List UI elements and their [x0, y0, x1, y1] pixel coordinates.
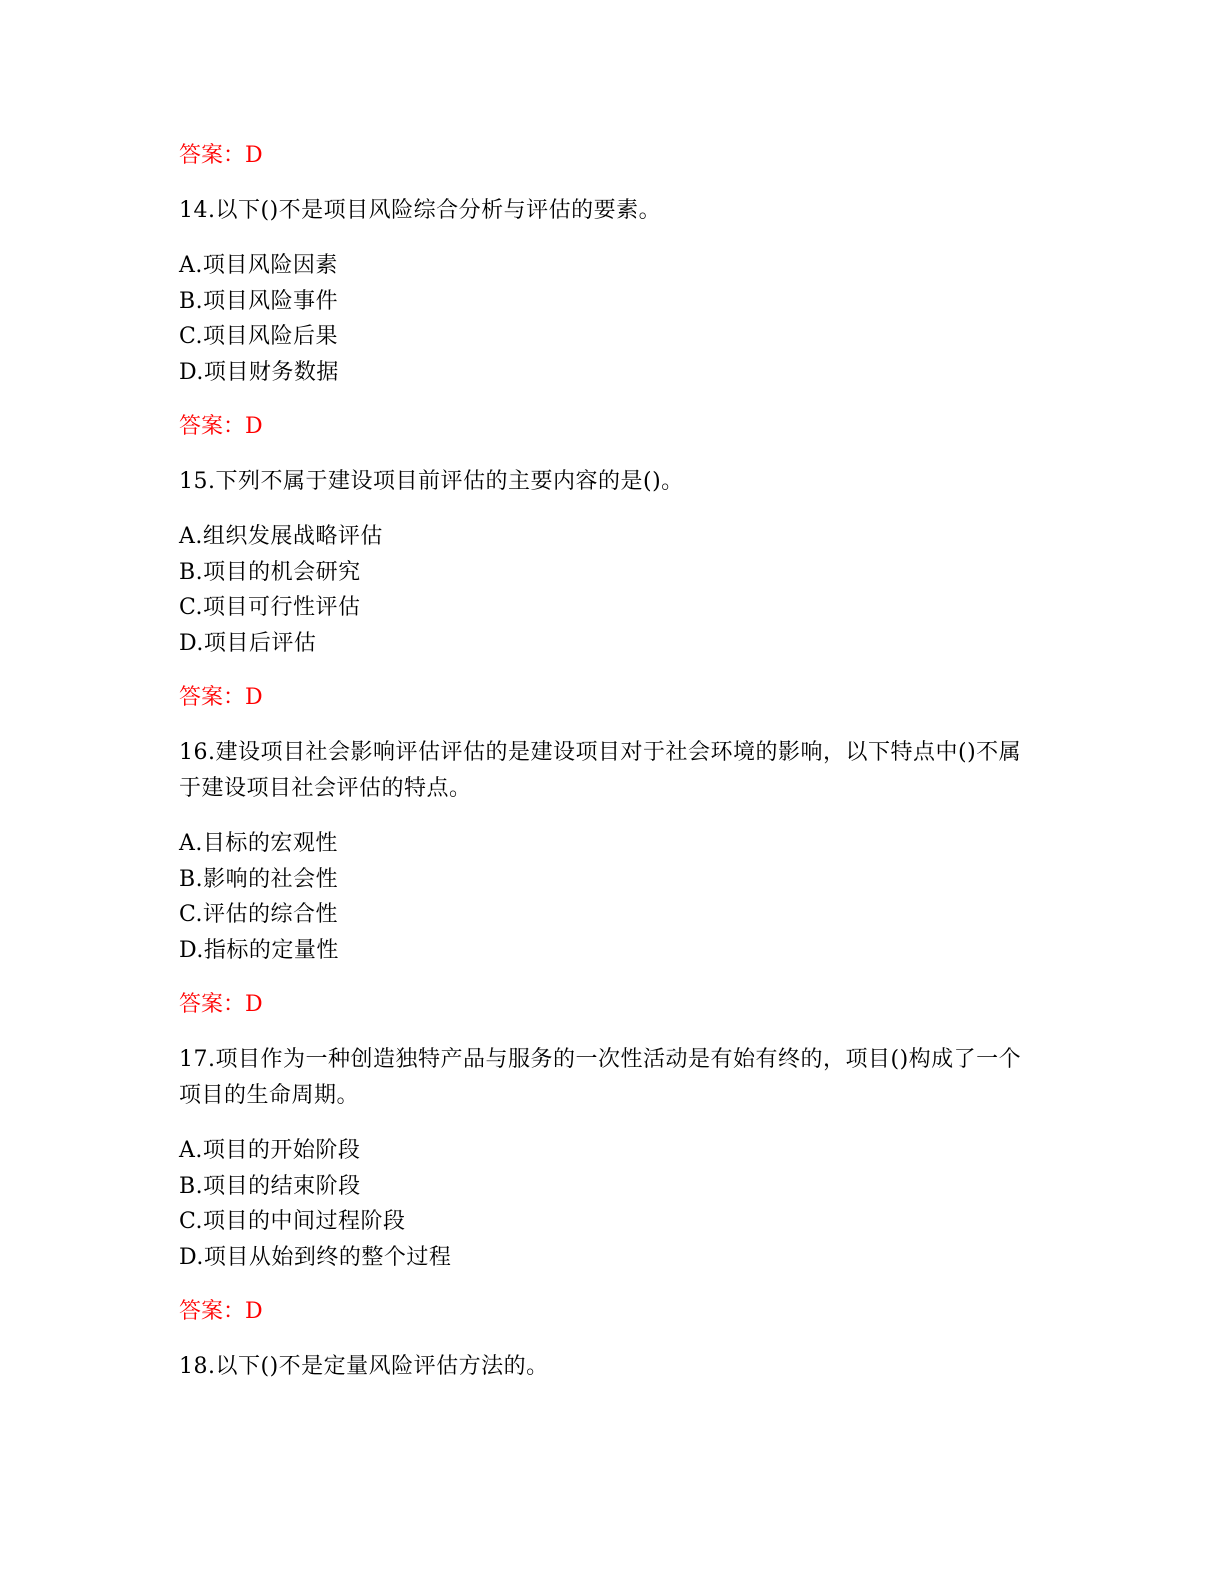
option-b: B.项目的结束阶段 — [179, 1173, 361, 1199]
option-b: B.项目风险事件 — [179, 288, 339, 314]
option-d: D.指标的定量性 — [179, 937, 339, 963]
question-block — [179, 1042, 1039, 1349]
option-d: D.项目财务数据 — [179, 359, 339, 385]
question-list — [179, 138, 1039, 1385]
answer-line: 答案：D — [179, 414, 263, 439]
option-c: C.项目的中间过程阶段 — [179, 1209, 406, 1234]
question-block — [179, 464, 1039, 735]
question-block — [179, 1349, 1039, 1385]
option-list — [179, 1133, 1039, 1275]
question-text: 16.建设项目社会影响评估评估的是建设项目对于社会环境的影响，以下特点中()不属于建设项目社会评估的特点。 — [179, 740, 1022, 801]
option-c: C.项目风险后果 — [179, 324, 339, 349]
answer-line: 答案：D — [179, 1299, 263, 1324]
option-a: A.项目的开始阶段 — [179, 1138, 361, 1163]
question-text: 14.以下()不是项目风险综合分析与评估的要素。 — [179, 198, 662, 223]
option-c: C.评估的综合性 — [179, 902, 339, 927]
option-list — [179, 519, 1039, 661]
option-b: B.项目的机会研究 — [179, 559, 361, 585]
option-a: A.组织发展战略评估 — [179, 524, 383, 549]
option-b: B.影响的社会性 — [179, 866, 339, 892]
answer-line: 答案：D — [179, 992, 263, 1017]
option-a: A.目标的宏观性 — [179, 831, 338, 856]
option-list — [179, 826, 1039, 968]
question-block — [179, 193, 1039, 464]
option-list — [179, 248, 1039, 390]
question-text: 15.下列不属于建设项目前评估的主要内容的是()。 — [179, 469, 684, 494]
option-a: A.项目风险因素 — [179, 253, 338, 278]
option-d: D.项目后评估 — [179, 630, 317, 656]
option-c: C.项目可行性评估 — [179, 595, 361, 620]
answer-line: 答案：D — [179, 143, 263, 168]
option-d: D.项目从始到终的整个过程 — [179, 1244, 452, 1270]
question-text: 18.以下()不是定量风险评估方法的。 — [179, 1354, 549, 1379]
question-text: 17.项目作为一种创造独特产品与服务的一次性活动是有始有终的，项目()构成了一个项目的生命周期。 — [179, 1047, 1022, 1108]
answer-line: 答案：D — [179, 685, 263, 710]
question-block — [179, 735, 1039, 1042]
